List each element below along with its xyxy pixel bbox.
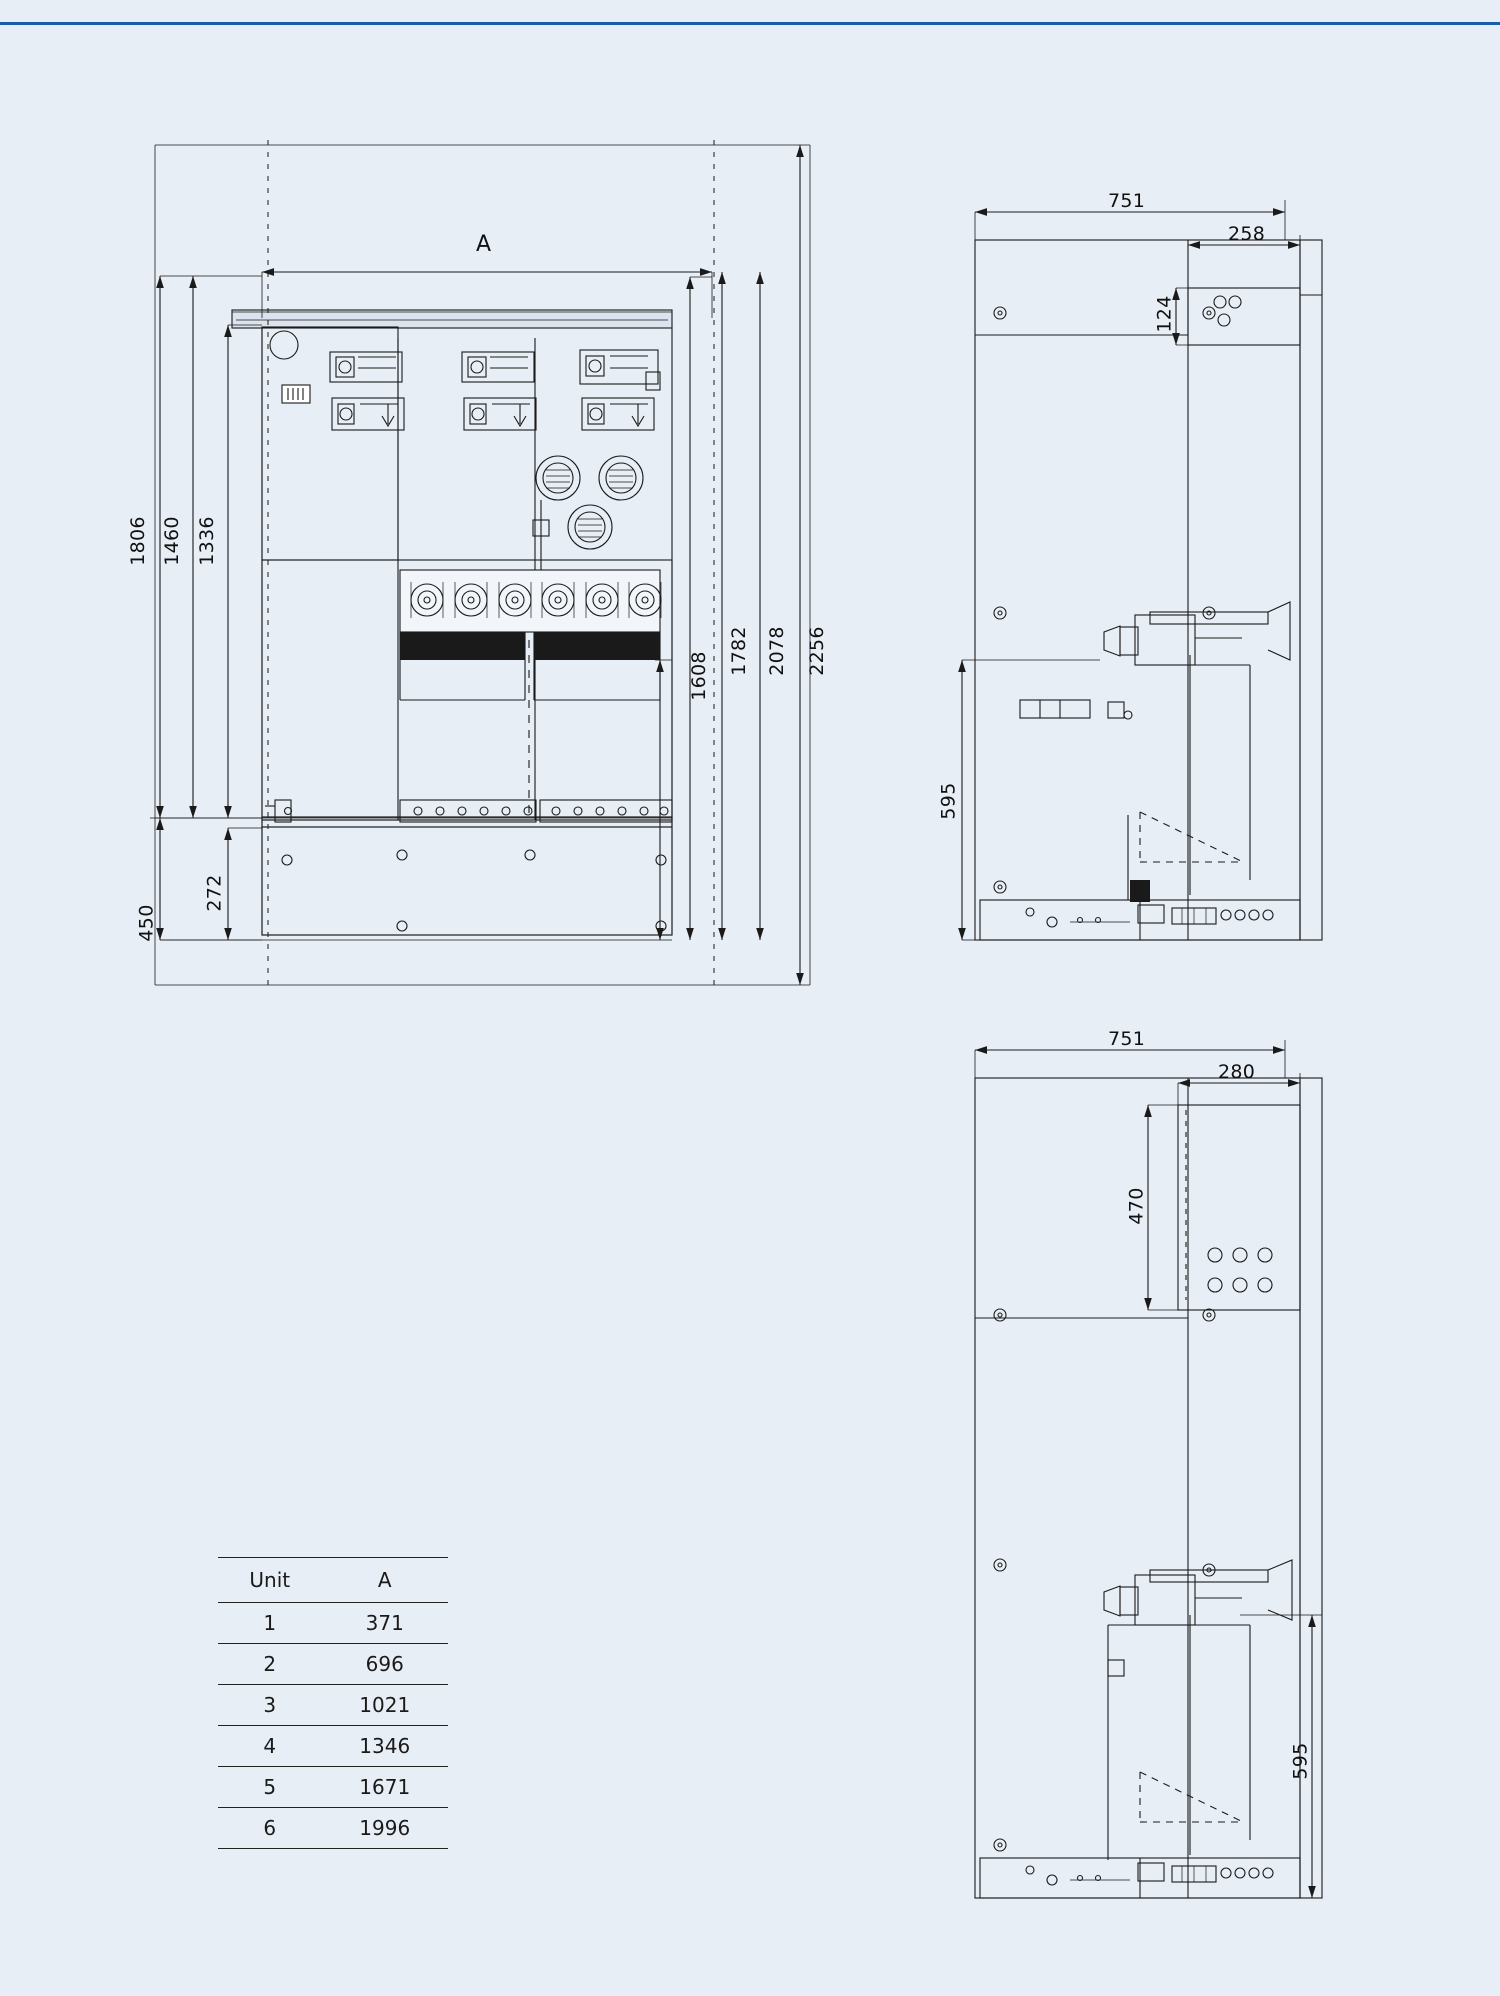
unit-dimension-table [218, 1557, 448, 1849]
side-top-dim-258: 258 [1228, 223, 1266, 245]
side-top-dim-751: 751 [1108, 190, 1146, 212]
cell-a: 1996 [322, 1808, 449, 1849]
table-row [218, 1808, 448, 1849]
table-row [218, 1726, 448, 1767]
cell-unit: 2 [218, 1644, 322, 1685]
cell-unit: 6 [218, 1808, 322, 1849]
cell-unit: 4 [218, 1726, 322, 1767]
side-bottom-dim-280: 280 [1218, 1061, 1256, 1083]
cell-unit: 3 [218, 1685, 322, 1726]
table-row [218, 1603, 448, 1644]
cell-unit: 1 [218, 1603, 322, 1644]
front-width-label-a: A [476, 232, 492, 257]
table-row [218, 1685, 448, 1726]
cell-a: 1346 [322, 1726, 449, 1767]
front-dim-450: 450 [135, 904, 158, 942]
table-header-row [218, 1558, 448, 1603]
table-header-a: A [322, 1558, 449, 1603]
side-bottom-dim-751: 751 [1108, 1028, 1146, 1050]
side-top-dim-124: 124 [1153, 295, 1176, 333]
front-dim-2256: 2256 [805, 626, 828, 676]
cell-unit: 5 [218, 1767, 322, 1808]
front-dim-2078: 2078 [765, 626, 788, 676]
front-dim-1336: 1336 [195, 516, 218, 566]
front-dim-1782: 1782 [727, 626, 750, 676]
front-dim-1806: 1806 [126, 516, 149, 566]
front-dim-1608: 1608 [687, 651, 710, 701]
side-bottom-dim-470: 470 [1125, 1187, 1148, 1225]
cell-a: 1021 [322, 1685, 449, 1726]
front-dim-1460: 1460 [160, 516, 183, 566]
side-bottom-dim-595: 595 [1289, 1742, 1312, 1780]
cell-a: 1671 [322, 1767, 449, 1808]
front-dim-272: 272 [203, 874, 226, 912]
side-top-dim-595: 595 [937, 782, 960, 820]
table-row [218, 1767, 448, 1808]
cell-a: 371 [322, 1603, 449, 1644]
table-header-unit: Unit [218, 1558, 322, 1603]
table-row [218, 1644, 448, 1685]
cell-a: 696 [322, 1644, 449, 1685]
